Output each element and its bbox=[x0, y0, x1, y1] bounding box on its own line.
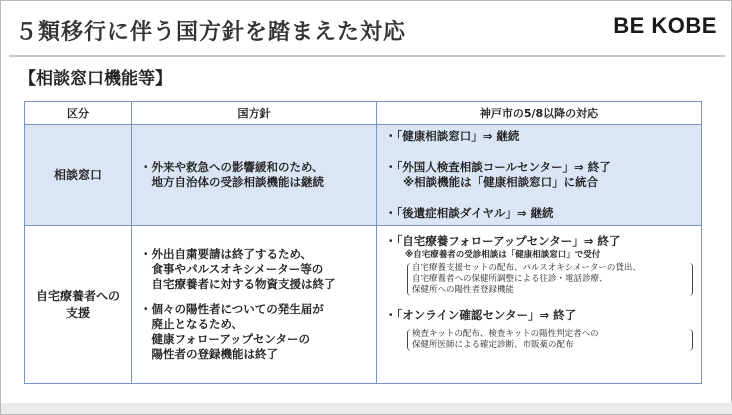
table-row-home-care bbox=[25, 226, 702, 384]
row-policy bbox=[132, 226, 377, 384]
row-policy bbox=[132, 125, 377, 226]
policy-line: 陽性者の登録機能は終了 bbox=[140, 347, 278, 361]
row-category: 相談窓口 bbox=[25, 125, 132, 226]
row-response bbox=[377, 226, 702, 384]
policy-line: 地方自治体の受診相談機能は継続 bbox=[140, 175, 324, 189]
row-category bbox=[25, 226, 132, 384]
response-note: ※自宅療養者の受診相談は「健康相談窓口」で受付 bbox=[405, 250, 601, 260]
footer-bar bbox=[1, 403, 732, 414]
detail-line: 保健所医師による確定診断、市販薬の配布 bbox=[412, 340, 574, 350]
response-item: ・「自宅療養フォローアップセンター」⇒ 終了 bbox=[385, 234, 621, 248]
column-header-national-policy: 国方針 bbox=[132, 102, 377, 125]
policy-line: ・個々の陽性者についての発生届が bbox=[140, 302, 324, 316]
policy-line: 廃止となるため、 bbox=[140, 317, 244, 331]
table-header-row bbox=[25, 102, 702, 125]
policy-line: 自宅療養者に対する物資支援は終了 bbox=[140, 277, 336, 291]
row-response bbox=[377, 125, 702, 226]
response-item: ・「外国人検査相談コールセンター」⇒ 終了 bbox=[385, 160, 611, 174]
response-note: ※相談機能は「健康相談窓口」に統合 bbox=[403, 175, 599, 189]
policy-line: 健康フォローアップセンターの bbox=[140, 332, 310, 346]
policy-table bbox=[24, 101, 702, 384]
policy-line: ・外出自粛要請は終了するため、 bbox=[140, 247, 313, 261]
response-item: ・「オンライン確認センター」⇒ 終了 bbox=[385, 308, 577, 322]
page-title: ５類移行に伴う国方針を踏まえた対応 bbox=[15, 20, 407, 45]
table-row-consultation bbox=[25, 125, 702, 226]
detail-line: 検査キットの配布、検査キットの陽性判定者への bbox=[412, 329, 599, 339]
detail-line: 自宅療養支援セットの配布、パルスオキシメーターの貸出、 bbox=[412, 263, 641, 273]
response-item: ・「健康相談窓口」⇒ 継続 bbox=[385, 129, 520, 143]
section-subtitle: 【相談窓口機能等】 bbox=[19, 69, 172, 89]
category-line: 自宅療養者への bbox=[35, 288, 120, 303]
column-header-category: 区分 bbox=[25, 102, 132, 125]
brand-logo: BE KOBE bbox=[613, 13, 717, 38]
detail-bracket bbox=[407, 329, 693, 351]
category-line: 支援 bbox=[65, 305, 90, 320]
title-divider bbox=[9, 55, 725, 57]
policy-line: 食事やパルスオキシメーター等の bbox=[140, 262, 324, 276]
detail-line: 保健所への陽性者登録機能 bbox=[412, 285, 515, 295]
detail-line: 自宅療養者への保健所調整による往診・電話診療、 bbox=[412, 274, 608, 284]
policy-line: ・外来や救急への影響緩和のため、 bbox=[140, 160, 324, 174]
response-item: ・「後遺症相談ダイヤル」⇒ 継続 bbox=[385, 206, 554, 220]
detail-bracket bbox=[407, 263, 693, 296]
column-header-kobe-response: 神戸市の5/8以降の対応 bbox=[377, 102, 702, 125]
